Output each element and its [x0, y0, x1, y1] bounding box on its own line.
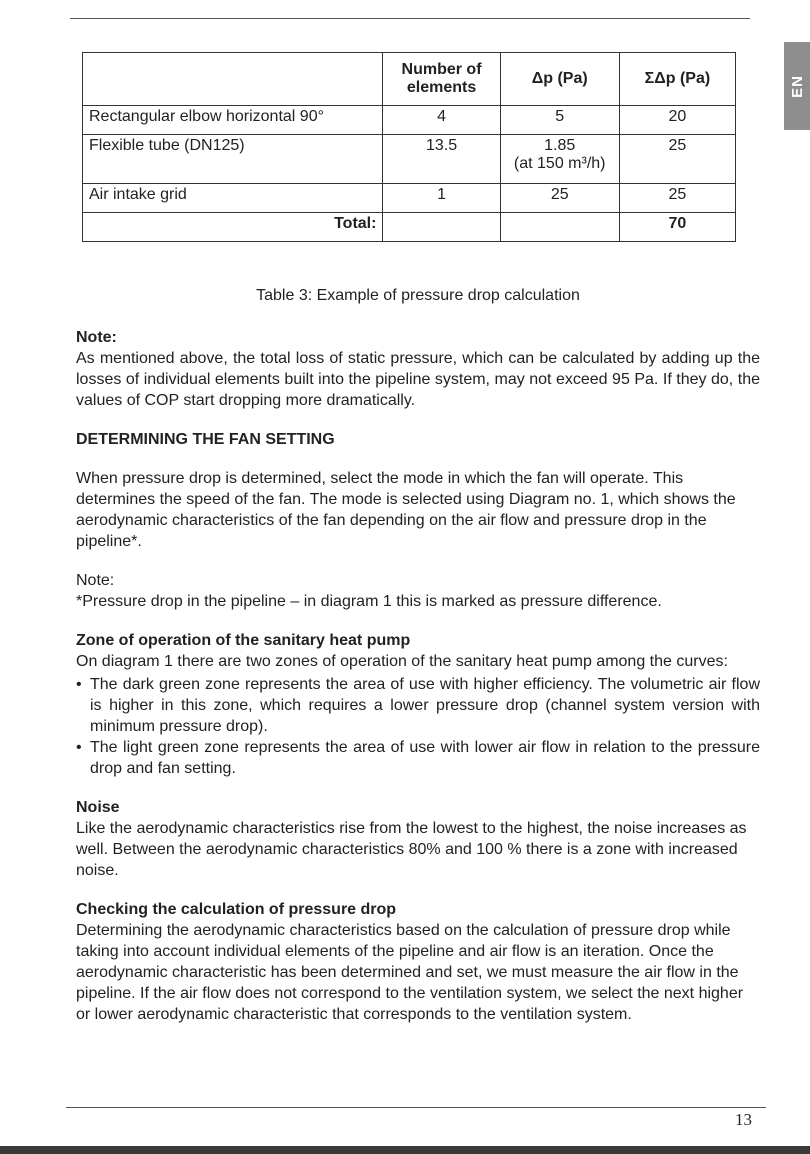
page-body: [76, 327, 760, 1025]
language-tab-label: EN: [788, 74, 806, 98]
table-row: [83, 135, 736, 184]
table-caption: Table 3: Example of pressure drop calculation: [256, 287, 580, 304]
section-heading: Checking the calculation of pressure drop: [76, 901, 397, 918]
list-item-text: The dark green zone represents the area of use with higher efficiency. The volumetric air flow is higher in this zone, which requires a lower pressure drop (channel system version with minimum pressure drop).: [90, 676, 760, 735]
row-name: Rectangular elbow horizontal 90°: [83, 106, 383, 135]
row-dp-note: (at 150 m³/h): [513, 155, 606, 172]
paragraph: On diagram 1 there are two zones of operation of the sanitary heat pump among the curves:: [76, 653, 728, 670]
total-label: Total:: [83, 213, 383, 242]
section-heading: Noise: [76, 799, 120, 816]
section-heading: DETERMINING THE FAN SETTING: [76, 431, 335, 448]
section-heading: Zone of operation of the sanitary heat pump: [76, 632, 411, 649]
total-empty-cell: [383, 213, 500, 242]
table-header-count: Number of elements: [383, 53, 500, 106]
table-header-row: [83, 53, 736, 106]
row-name: Flexible tube (DN125): [83, 135, 383, 184]
zone-list: [76, 674, 760, 779]
note-heading: Note:: [76, 329, 117, 346]
pressure-drop-table: [82, 52, 736, 242]
total-value: 70: [619, 213, 735, 242]
bottom-band: [0, 1146, 810, 1154]
paragraph: Determining the aerodynamic characteristics based on the calculation of pressure drop while taking into account individual elements of the pipeline and air flow is an iteration. Once the aerodynamic characteristic has been determined and set, we must measure the air flow in the pipeline. If the air flow does not correspond to the ventilation system, we select the next higher or lower aerodynamic characteristic that corresponds to the ventilation system.: [76, 922, 744, 1023]
paragraph: When pressure drop is determined, select the mode in which the fan will operate. This determines the speed of the fan. The mode is selected using Diagram no. 1, which shows the aerodynamic characteristics of the fan depending on the air flow and pressure drop in the pipeline*.: [76, 470, 736, 550]
row-count: 4: [383, 106, 500, 135]
table-header-sum: ΣΔp (Pa): [619, 53, 735, 106]
language-tab: [784, 42, 810, 130]
row-name: Air intake grid: [83, 184, 383, 213]
list-item-text: The light green zone represents the area of use with lower air flow in relation to the pressure drop and fan setting.: [90, 739, 760, 777]
row-sum: 25: [619, 135, 735, 184]
list-item: • The light green zone represents the area of use with lower air flow in relation to the pressure drop and fan setting.: [76, 739, 760, 777]
row-dp: 5: [500, 106, 619, 135]
table-row: [83, 184, 736, 213]
top-rule: [70, 18, 750, 19]
table-total-row: [83, 213, 736, 242]
row-sum: 25: [619, 184, 735, 213]
row-dp-cell: [500, 135, 619, 184]
row-count: 13.5: [383, 135, 500, 184]
row-dp: 1.85: [544, 137, 576, 154]
table-header-name: [83, 53, 383, 106]
note-text: As mentioned above, the total loss of static pressure, which can be calculated by adding up the losses of individual elements built into the pipeline system, may not exceed 95 Pa. If they do, the values of COP start dropping more dramatically.: [76, 350, 760, 409]
note-text: *Pressure drop in the pipeline – in diagram 1 this is marked as pressure difference.: [76, 593, 662, 610]
note-heading: Note:: [76, 572, 115, 589]
page-number: 13: [735, 1110, 752, 1129]
table-header-dp: Δp (Pa): [500, 53, 619, 106]
row-sum: 20: [619, 106, 735, 135]
row-dp: 25: [500, 184, 619, 213]
list-item: • The dark green zone represents the area of use with higher efficiency. The volumetric air flow is higher in this zone, which requires a lower pressure drop (channel system version with minimum pressure drop).: [76, 676, 760, 735]
paragraph: Like the aerodynamic characteristics rise from the lowest to the highest, the noise increases as well. Between the aerodynamic characteristics 80% and 100 % there is a zone with increased noise.: [76, 820, 747, 879]
table-row: [83, 106, 736, 135]
total-empty-cell: [500, 213, 619, 242]
row-count: 1: [383, 184, 500, 213]
bottom-rule: [66, 1107, 766, 1108]
